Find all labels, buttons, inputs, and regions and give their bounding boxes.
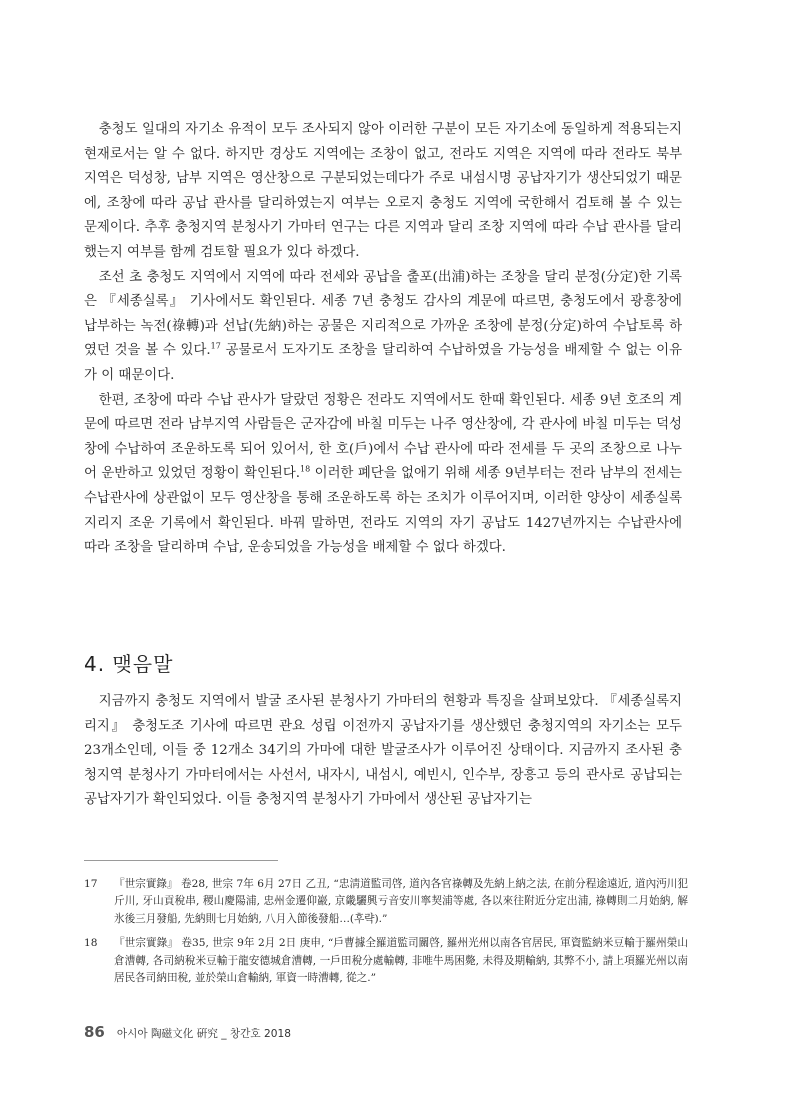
body-text-bottom: [84, 690, 682, 813]
paragraph-4: 지금까지 충청도 지역에서 발굴 조사된 분청사기 가마터의 현황과 특징을 살펴보았다. 『세종실록지리지』 충청도조 기사에 따르면 관요 성립 이전까지 공납자기를 생산했던 충청지역의 자기소는 모두 23개소인데, 이들 중 12개소 34기의 가마에 대한 발굴조사가 이루어진 상태이다. 지금까지 조사된 충청지역 분청사기 가마터에서는 사선서, 내자시, 내섬시, 예빈시, 인수부, 장흥고 등의 관사로 공납되는 공납자기가 확인되었다. 이들 충청지역 분청사기 가마에서 생산된 공납자기는: [84, 694, 682, 808]
footnote-text: 『世宗實錄』 卷35, 世宗 9年 2月 2日 庚申, “戶曹據全羅道監司關啓, 羅州光州以南各官居民, 軍資監納米豆輸于羅州榮山倉漕轉, 各司納稅米豆輸于龍安德城倉漕轉, 一戶田稅分處輸轉, 非唯牛馬困斃, 未得及期輸納, 其弊不小, 請上項羅光州以南居民各司納田稅, 並於榮山倉輸納, 軍資一時漕轉, 從之.”: [114, 937, 688, 985]
footnote-18: [84, 935, 688, 987]
paragraph-1: [84, 118, 682, 266]
paragraph-3-tail: 이러한 폐단을 없애기 위해 세종 9년부터는 전라 남부의 전세는 수납관사에 상관없이 모두 영산창을 통해 조운하도록 하는 조치가 이루어지며, 이러한 양상이 세종실록 지리지 조운 기록에서 확인된다. 바꿔 말하면, 전라도 지역의 자기 공납도 1427년까지는 수납관사에 따라 조창을 달리하며 수납, 운송되었을 가능성을 배제할 수 없다 하겠다.: [84, 466, 682, 556]
paragraph-2-tail: 공물로서 도자기도 조창을 달리하여 수납하였을 가능성을 배제할 수 없는 이유가 이 때문이다.: [84, 343, 682, 383]
page-number: 86: [84, 1023, 105, 1041]
running-head: 아시아 陶磁文化 硏究 _ 창간호 2018: [116, 1028, 291, 1040]
paragraph-1-text: 충청도 일대의 자기소 유적이 모두 조사되지 않아 이러한 구분이 모든 자기소에 동일하게 적용되는지 현재로서는 알 수 없다. 하지만 경상도 지역에는 조창이 없고, 전라도 지역은 지역에 따라 전라도 북부 지역은 덕성창, 남부 지역은 영산창으로 구분되었는데다가 주로 내섬시명 공납자기가 생산되었기 때문에, 조창에 따라 공납 관사를 달리하였는지 여부는 오로지 충청도 지역에 국한해서 검토해 볼 수 있는 문제이다. 추후 충청지역 분청사기 가마터 연구는 다른 지역과 달리 조창 지역에 따라 수납 관사를 달리했는지 여부를 함께 검토할 필요가 있다 하겠다.: [84, 122, 682, 260]
footnote-number: 17: [84, 878, 98, 890]
footnote-ref-17[interactable]: 17: [210, 341, 221, 351]
paragraph-2-text: 조선 초 충청도 지역에서 지역에 따라 전세와 공납을 출포(出浦)하는 조창을 달리 분정(分定)한 기록은 『세종실록』 기사에서도 확인된다. 세종 7년 충청도 감사의 계문에 따르면, 충청도에서 광흥창에 납부하는 녹전(祿轉)과 선납(先納)하는 공물은 지리적으로 가까운 조창에 분정(分定)하여 수납토록 하였던 것을 볼 수 있다.: [84, 269, 682, 359]
footnote-ref-18[interactable]: 18: [300, 464, 311, 474]
footnote-17: [84, 876, 688, 928]
page-footer: [84, 1023, 291, 1041]
body-text-top: [84, 118, 682, 561]
footnotes: [84, 876, 688, 994]
section-title: 4. 맺음말: [84, 652, 174, 676]
footnote-number: 18: [84, 937, 98, 950]
paragraph-3: [84, 389, 682, 561]
footnote-text: 『世宗實錄』 卷28, 世宗 7年 6月 27日 乙丑, “忠淸道監司啓, 道內各官祿轉及先納上納之法, 在前分程途遠近, 道內沔川犯斤川, 牙山貢稅串, 稷山慶陽浦, 忠州金遷仰巖, 京畿驪興亏音安川寧契浦等處, 各以來往附近分定出浦, 祿轉則二月始納, 解氷後三月發船, 先納則七月始納, 八月入節後發船…(후략).”: [114, 878, 688, 925]
paragraph-3-text: 한편, 조창에 따라 수납 관사가 달랐던 정황은 전라도 지역에서도 한때 확인된다. 세종 9년 호조의 계문에 따르면 전라 남부지역 사람들은 군자감에 바칠 미두는 나주 영산창에, 각 관사에 바칠 미두는 덕성창에 수납하여 조운하도록 되어 있어서, 한 호(戶)에서 수납 관사에 따라 전세를 두 곳의 조창으로 나누어 운반하고 있었던 정황이 확인된다.: [84, 392, 682, 482]
paragraph-2: [84, 266, 682, 389]
footnote-divider: [84, 860, 278, 861]
